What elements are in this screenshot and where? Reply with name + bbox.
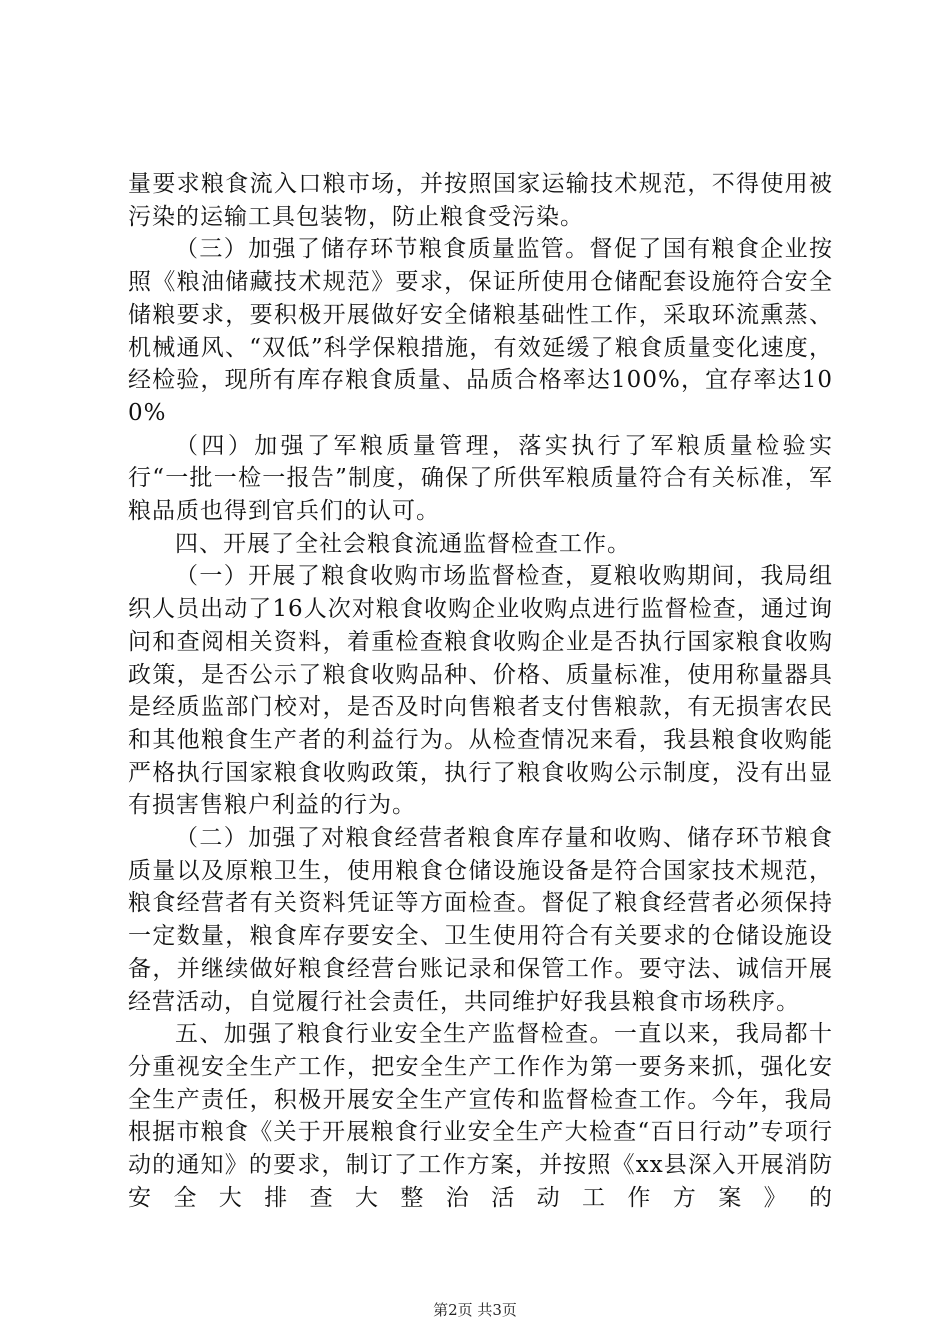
paragraph-storage-quality: （三）加强了储存环节粮食质量监管。督促了国有粮食企业按照《粮油储藏技术规范》要求，保证所使用仓储配套设施符合安全储粮要求，要积极开展做好安全储粮基础性工作，采取环流熏蒸、机械通风、“双低”科学保粮措施，有效延缓了粮食质量变化速度，经检验，现所有库存粮食质量、品质合格率达100%，宜存率达100% [128, 236, 833, 426]
paragraph-continuation: 量要求粮食流入口粮市场，并按照国家运输技术规范，不得使用被污染的运输工具包装物，防止粮食受污染。 [128, 171, 833, 230]
section-heading-four: 四、开展了全社会粮食流通监督检查工作。 [175, 530, 631, 557]
paragraph-military-grain: （四）加强了军粮质量管理，落实执行了军粮质量检验实行“一批一检一报告”制度，确保了所供军粮质量符合有关标准，军粮品质也得到官兵们的认可。 [128, 432, 833, 525]
section-paragraph-five: 五、加强了粮食行业安全生产监督检查。一直以来，我局都十分重视安全生产工作，把安全生产工作作为第一要务来抓，强化安全生产责任，积极开展安全生产宣传和监督检查工作。今年，我局根据市粮食《关于开展粮食行业安全生产大检查“百日行动”专项行动的通知》的要求，制订了工作方案，并按照《xx县深入开展消防安全大排查大整治活动工作方案》的 [128, 1021, 833, 1211]
document-body [128, 168, 833, 1215]
paragraph-inventory-inspection: （二）加强了对粮食经营者粮食库存量和收购、储存环节粮食质量以及原粮卫生，使用粮食仓储设施设备是符合国家技术规范，粮食经营者有关资料凭证等方面检查。督促了粮食经营者必须保持一定数量，粮食库存要安全、卫生使用符合有关要求的仓储设施设备，并继续做好粮食经营台账记录和保管工作。要守法、诚信开展经营活动，自觉履行社会责任，共同维护好我县粮食市场秩序。 [128, 825, 833, 1015]
paragraph-purchase-inspection: （一）开展了粮食收购市场监督检查，夏粮收购期间，我局组织人员出动了16人次对粮食收购企业收购点进行监督检查，通过询问和查阅相关资料，着重检查粮食收购企业是否执行国家粮食收购政策，是否公示了粮食收购品种、价格、质量标准，使用称量器具是经质监部门校对，是否及时向售粮者支付售粮款，有无损害农民和其他粮食生产者的利益行为。从检查情况来看，我县粮食收购能严格执行国家粮食收购政策，执行了粮食收购公示制度，没有出显有损害售粮户利益的行为。 [128, 563, 833, 819]
page-footer: 第2页 共3页 [433, 1301, 517, 1319]
